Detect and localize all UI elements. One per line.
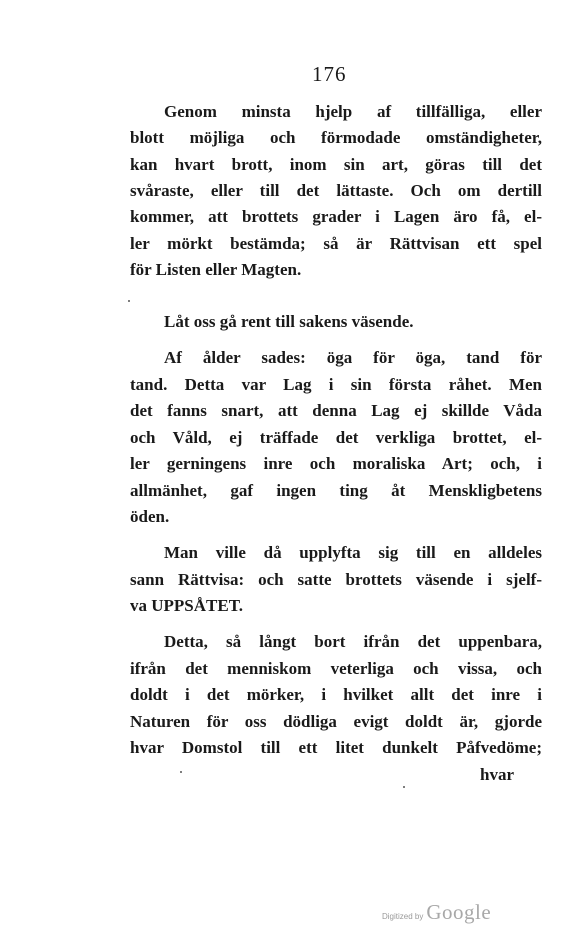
text-line: tand. Detta var Lag i sin första råhet. Men <box>130 375 542 394</box>
catchword: hvar <box>480 765 514 784</box>
print-speck <box>128 300 130 302</box>
text-line: öden. <box>130 507 170 526</box>
text-line: Naturen för oss dödliga evigt doldt är, gjorde <box>130 712 542 731</box>
text-line: Låt oss gå rent till sakens väsende. <box>164 312 414 331</box>
text-line: Genom minsta hjelp af tillfälliga, eller <box>164 102 542 121</box>
print-speck <box>403 786 405 788</box>
text-line: kan hvart brott, inom sin art, göras till det <box>130 155 542 174</box>
text-line: Detta, så långt bort ifrån det uppenbara, <box>164 632 542 651</box>
text-line: allmänhet, gaf ingen ting åt Menskligbetens <box>130 481 542 500</box>
text-line: blott möjliga och förmodade omständigheter, <box>130 128 542 147</box>
text-line: svåraste, eller till det lättaste. Och om dertill <box>130 181 542 200</box>
text-line: va UPPSÅTET. <box>130 596 244 615</box>
print-speck <box>180 771 182 773</box>
text-line: och Våld, ej träffade det verkliga brottet, el- <box>130 428 542 447</box>
google-logo: Google <box>426 900 492 924</box>
digitized-watermark <box>382 900 491 925</box>
text-line: det fanns snart, att denna Lag ej skillde Våda <box>130 401 542 420</box>
text-line: Man ville då upplyfta sig till en alldeles <box>164 543 542 562</box>
page-number: 176 <box>312 62 347 86</box>
text-line: sann Rättvisa: och satte brottets väsende i sjelf- <box>130 570 542 589</box>
text-line: hvar Domstol till ett litet dunkelt Påfvedöme; <box>130 738 542 757</box>
text-line: ifrån det menniskom veterliga och vissa, och <box>130 659 542 678</box>
text-line: kommer, att brottets grader i Lagen äro få, el- <box>130 207 542 226</box>
text-line: ler mörkt bestämda; så är Rättvisan ett spel <box>130 234 542 253</box>
text-line: för Listen eller Magten. <box>130 260 302 279</box>
watermark-prefix: Digitized by <box>382 912 424 921</box>
text-line: doldt i det mörker, i hvilket allt det inre i <box>130 685 542 704</box>
text-line: Af ålder sades: öga för öga, tand för <box>164 348 542 367</box>
text-line: ler gerningens inre och moraliska Art; och, i <box>130 454 542 473</box>
